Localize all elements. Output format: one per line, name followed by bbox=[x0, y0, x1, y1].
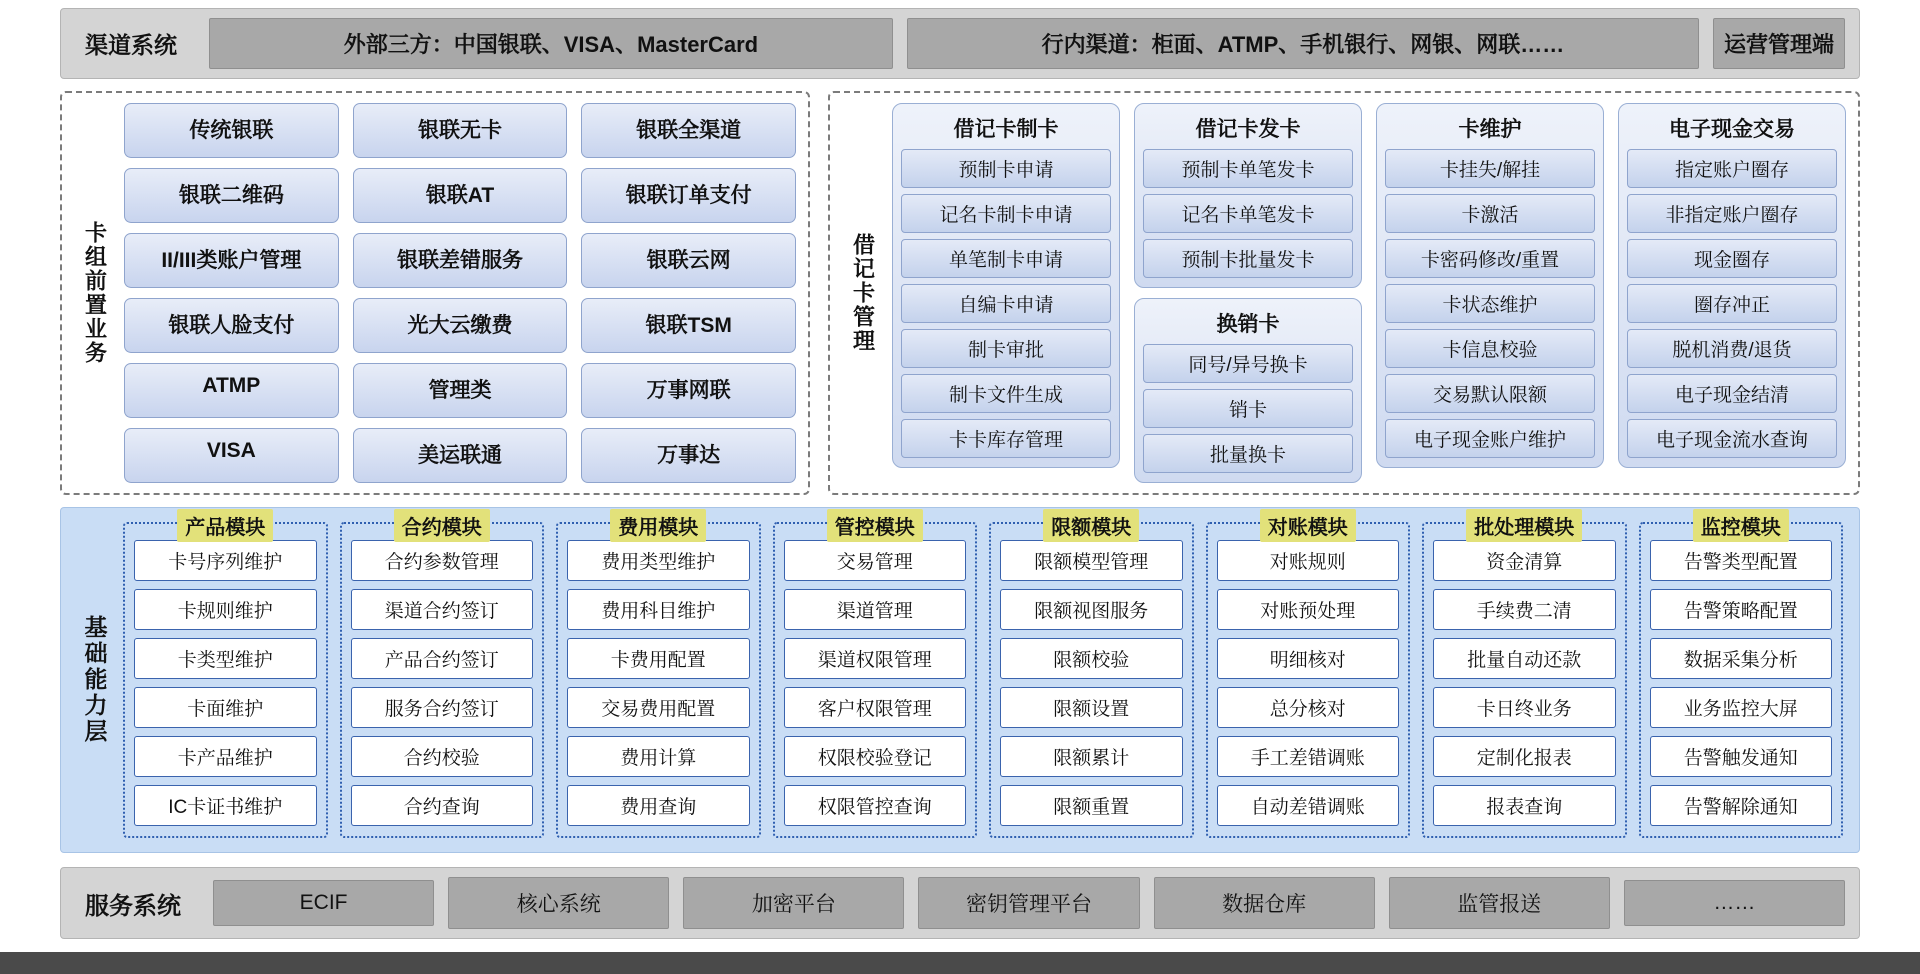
service-cell-core-system[interactable]: 核心系统 bbox=[448, 877, 669, 929]
capability-item[interactable]: 数据采集分析 bbox=[1650, 638, 1833, 679]
capability-item[interactable]: 卡号序列维护 bbox=[134, 540, 317, 581]
capability-column-batch bbox=[1422, 517, 1627, 838]
list-item[interactable]: 圈存冲正 bbox=[1627, 284, 1837, 323]
group-card-production bbox=[892, 103, 1120, 483]
capability-item[interactable]: 告警策略配置 bbox=[1650, 589, 1833, 630]
capability-item[interactable]: 权限管控查询 bbox=[784, 785, 967, 826]
capability-item[interactable]: 卡日终业务 bbox=[1433, 687, 1616, 728]
capability-layer-label: 基础能力层 bbox=[81, 615, 108, 745]
capability-item[interactable]: 手工差错调账 bbox=[1217, 736, 1400, 777]
card-debit-card-issuance bbox=[1134, 103, 1362, 288]
capability-column-title: 产品模块 bbox=[177, 509, 273, 542]
capability-item[interactable]: IC卡证书维护 bbox=[134, 785, 317, 826]
capability-item[interactable]: 费用类型维护 bbox=[567, 540, 750, 581]
chip-unionpay-face-payment[interactable]: 银联人脸支付 bbox=[124, 298, 339, 353]
group-electronic-cash bbox=[1618, 103, 1846, 483]
list-item[interactable]: 非指定账户圈存 bbox=[1627, 194, 1837, 233]
capability-item[interactable]: 渠道管理 bbox=[784, 589, 967, 630]
chip-unionpay-qrcode[interactable]: 银联二维码 bbox=[124, 168, 339, 223]
chip-unionpay-order-payment[interactable]: 银联订单支付 bbox=[581, 168, 796, 223]
capability-item[interactable]: 定制化报表 bbox=[1433, 736, 1616, 777]
list-item[interactable]: 脱机消费/退货 bbox=[1627, 329, 1837, 368]
service-cell-data-warehouse[interactable]: 数据仓库 bbox=[1154, 877, 1375, 929]
list-item[interactable]: 卡信息校验 bbox=[1385, 329, 1595, 368]
list-item[interactable]: 卡激活 bbox=[1385, 194, 1595, 233]
capability-item[interactable]: 交易费用配置 bbox=[567, 687, 750, 728]
list-item[interactable]: 同号/异号换卡 bbox=[1143, 344, 1353, 383]
card-title: 换销卡 bbox=[1216, 313, 1280, 336]
capability-item[interactable]: 明细核对 bbox=[1217, 638, 1400, 679]
capability-item[interactable]: 限额重置 bbox=[1000, 785, 1183, 826]
card-title: 借记卡发卡 bbox=[1195, 118, 1301, 141]
debit-card-management-label: 借记卡管理 bbox=[850, 233, 876, 353]
capability-item[interactable]: 合约参数管理 bbox=[351, 540, 534, 581]
card-debit-card-production bbox=[892, 103, 1120, 468]
capability-item[interactable]: 自动差错调账 bbox=[1217, 785, 1400, 826]
list-item[interactable]: 指定账户圈存 bbox=[1627, 149, 1837, 188]
card-card-maintenance bbox=[1376, 103, 1604, 468]
capability-item[interactable]: 卡费用配置 bbox=[567, 638, 750, 679]
service-cell-regulatory-reporting[interactable]: 监管报送 bbox=[1389, 877, 1610, 929]
capability-column-title: 对账模块 bbox=[1260, 509, 1356, 542]
capability-item[interactable]: 限额校验 bbox=[1000, 638, 1183, 679]
list-item[interactable]: 卡挂失/解挂 bbox=[1385, 149, 1595, 188]
chip-amex-union[interactable]: 美运联通 bbox=[353, 428, 568, 483]
group-card-maintenance bbox=[1376, 103, 1604, 483]
channel-cell-operations-console[interactable]: 运营管理端 bbox=[1713, 18, 1845, 69]
chip-management-category[interactable]: 管理类 bbox=[353, 363, 568, 418]
group-card-issuance bbox=[1134, 103, 1362, 483]
capability-item[interactable]: 限额模型管理 bbox=[1000, 540, 1183, 581]
chip-traditional-unionpay[interactable]: 传统银联 bbox=[124, 103, 339, 158]
capability-column-title: 合约模块 bbox=[394, 509, 490, 542]
chip-unionpay-error-service[interactable]: 银联差错服务 bbox=[353, 233, 568, 288]
list-item[interactable]: 记名卡制卡申请 bbox=[901, 194, 1111, 233]
card-org-frontend-panel bbox=[60, 91, 810, 495]
capability-item[interactable]: 卡产品维护 bbox=[134, 736, 317, 777]
capability-columns bbox=[123, 517, 1843, 838]
channel-cell-internal-channels[interactable]: 行内渠道：柜面、ATMP、手机银行、网银、网联…… bbox=[907, 18, 1699, 69]
capability-column-title: 限额模块 bbox=[1043, 509, 1139, 542]
capability-column-title: 费用模块 bbox=[610, 509, 706, 542]
channel-system-title: 渠道系统 bbox=[85, 32, 177, 58]
capability-column-control bbox=[773, 517, 978, 838]
debit-card-management-panel bbox=[828, 91, 1860, 495]
list-item[interactable]: 卡卡库存管理 bbox=[901, 419, 1111, 458]
capability-item[interactable]: 对账规则 bbox=[1217, 540, 1400, 581]
list-item[interactable]: 批量换卡 bbox=[1143, 434, 1353, 473]
service-system-band bbox=[60, 867, 1860, 939]
list-item[interactable]: 制卡审批 bbox=[901, 329, 1111, 368]
middle-section bbox=[60, 91, 1860, 495]
capability-item[interactable]: 费用查询 bbox=[567, 785, 750, 826]
card-electronic-cash-transactions bbox=[1618, 103, 1846, 468]
list-item[interactable]: 自编卡申请 bbox=[901, 284, 1111, 323]
chip-everbright-cloud-payment[interactable]: 光大云缴费 bbox=[353, 298, 568, 353]
capability-item[interactable]: 批量自动还款 bbox=[1433, 638, 1616, 679]
service-cell-key-management-platform[interactable]: 密钥管理平台 bbox=[918, 877, 1139, 929]
list-item[interactable]: 电子现金账户维护 bbox=[1385, 419, 1595, 458]
capability-item[interactable]: 报表查询 bbox=[1433, 785, 1616, 826]
capability-column-title: 监控模块 bbox=[1693, 509, 1789, 542]
list-item[interactable]: 电子现金结清 bbox=[1627, 374, 1837, 413]
list-item[interactable]: 制卡文件生成 bbox=[901, 374, 1111, 413]
capability-item[interactable]: 限额视图服务 bbox=[1000, 589, 1183, 630]
chip-mastercard-network[interactable]: 万事网联 bbox=[581, 363, 796, 418]
chip-class-ii-iii-account-mgmt[interactable]: II/III类账户管理 bbox=[124, 233, 339, 288]
architecture-diagram bbox=[60, 8, 1860, 939]
capability-item[interactable]: 合约查询 bbox=[351, 785, 534, 826]
capability-item[interactable]: 产品合约签订 bbox=[351, 638, 534, 679]
list-item[interactable]: 预制卡申请 bbox=[901, 149, 1111, 188]
list-item[interactable]: 卡状态维护 bbox=[1385, 284, 1595, 323]
capability-item[interactable]: 手续费二清 bbox=[1433, 589, 1616, 630]
service-cell-encryption-platform[interactable]: 加密平台 bbox=[683, 877, 904, 929]
chip-unionpay-cloud-network[interactable]: 银联云网 bbox=[581, 233, 796, 288]
list-item[interactable]: 电子现金流水查询 bbox=[1627, 419, 1837, 458]
capability-item[interactable]: 告警类型配置 bbox=[1650, 540, 1833, 581]
capability-column-monitoring bbox=[1639, 517, 1844, 838]
capability-item[interactable]: 服务合约签订 bbox=[351, 687, 534, 728]
list-item[interactable]: 交易默认限额 bbox=[1385, 374, 1595, 413]
capability-item[interactable]: 卡面维护 bbox=[134, 687, 317, 728]
capability-item[interactable]: 交易管理 bbox=[784, 540, 967, 581]
capability-item[interactable]: 卡类型维护 bbox=[134, 638, 317, 679]
service-cell-more[interactable]: …… bbox=[1624, 880, 1845, 926]
footer-bar bbox=[0, 952, 1920, 974]
card-title: 借记卡制卡 bbox=[953, 118, 1059, 141]
capability-item[interactable]: 限额设置 bbox=[1000, 687, 1183, 728]
capability-item[interactable]: 客户权限管理 bbox=[784, 687, 967, 728]
card-title: 电子现金交易 bbox=[1669, 118, 1795, 141]
card-card-replacement-cancellation bbox=[1134, 298, 1362, 483]
capability-item[interactable]: 资金清算 bbox=[1433, 540, 1616, 581]
card-title: 卡维护 bbox=[1458, 118, 1522, 141]
channel-cell-external-third-party[interactable]: 外部三方：中国银联、VISA、MasterCard bbox=[209, 18, 893, 69]
debit-card-groups bbox=[884, 103, 1846, 483]
list-item[interactable]: 现金圈存 bbox=[1627, 239, 1837, 278]
card-org-frontend-label: 卡组前置业务 bbox=[82, 221, 108, 365]
capability-item[interactable]: 业务监控大屏 bbox=[1650, 687, 1833, 728]
chip-unionpay-cardless[interactable]: 银联无卡 bbox=[353, 103, 568, 158]
capability-column-reconciliation bbox=[1206, 517, 1411, 838]
capability-item[interactable]: 对账预处理 bbox=[1217, 589, 1400, 630]
capability-item[interactable]: 费用科目维护 bbox=[567, 589, 750, 630]
capability-item[interactable]: 渠道权限管理 bbox=[784, 638, 967, 679]
capability-item[interactable]: 总分核对 bbox=[1217, 687, 1400, 728]
capability-item[interactable]: 合约校验 bbox=[351, 736, 534, 777]
service-cell-ecif[interactable]: ECIF bbox=[213, 880, 434, 926]
capability-item[interactable]: 费用计算 bbox=[567, 736, 750, 777]
chip-mastercard[interactable]: 万事达 bbox=[581, 428, 796, 483]
capability-column-title: 批处理模块 bbox=[1466, 509, 1582, 542]
capability-column-limit bbox=[989, 517, 1194, 838]
capability-column-title: 管控模块 bbox=[827, 509, 923, 542]
chip-atmp[interactable]: ATMP bbox=[124, 363, 339, 418]
capability-column-contract bbox=[340, 517, 545, 838]
list-item[interactable]: 销卡 bbox=[1143, 389, 1353, 428]
chip-unionpay-at[interactable]: 银联AT bbox=[353, 168, 568, 223]
capability-item[interactable]: 告警解除通知 bbox=[1650, 785, 1833, 826]
capability-column-fee bbox=[556, 517, 761, 838]
capability-layer bbox=[60, 507, 1860, 853]
capability-item[interactable]: 告警触发通知 bbox=[1650, 736, 1833, 777]
chip-unionpay-tsm[interactable]: 银联TSM bbox=[581, 298, 796, 353]
capability-item[interactable]: 卡规则维护 bbox=[134, 589, 317, 630]
capability-item[interactable]: 渠道合约签订 bbox=[351, 589, 534, 630]
chip-visa[interactable]: VISA bbox=[124, 428, 339, 483]
service-system-title: 服务系统 bbox=[85, 892, 181, 920]
capability-item[interactable]: 限额累计 bbox=[1000, 736, 1183, 777]
channel-system-band bbox=[60, 8, 1860, 79]
list-item[interactable]: 预制卡单笔发卡 bbox=[1143, 149, 1353, 188]
list-item[interactable]: 记名卡单笔发卡 bbox=[1143, 194, 1353, 233]
card-org-frontend-grid bbox=[116, 103, 796, 483]
chip-unionpay-omnichannel[interactable]: 银联全渠道 bbox=[581, 103, 796, 158]
list-item[interactable]: 单笔制卡申请 bbox=[901, 239, 1111, 278]
list-item[interactable]: 卡密码修改/重置 bbox=[1385, 239, 1595, 278]
capability-item[interactable]: 权限校验登记 bbox=[784, 736, 967, 777]
list-item[interactable]: 预制卡批量发卡 bbox=[1143, 239, 1353, 278]
capability-column-product bbox=[123, 517, 328, 838]
